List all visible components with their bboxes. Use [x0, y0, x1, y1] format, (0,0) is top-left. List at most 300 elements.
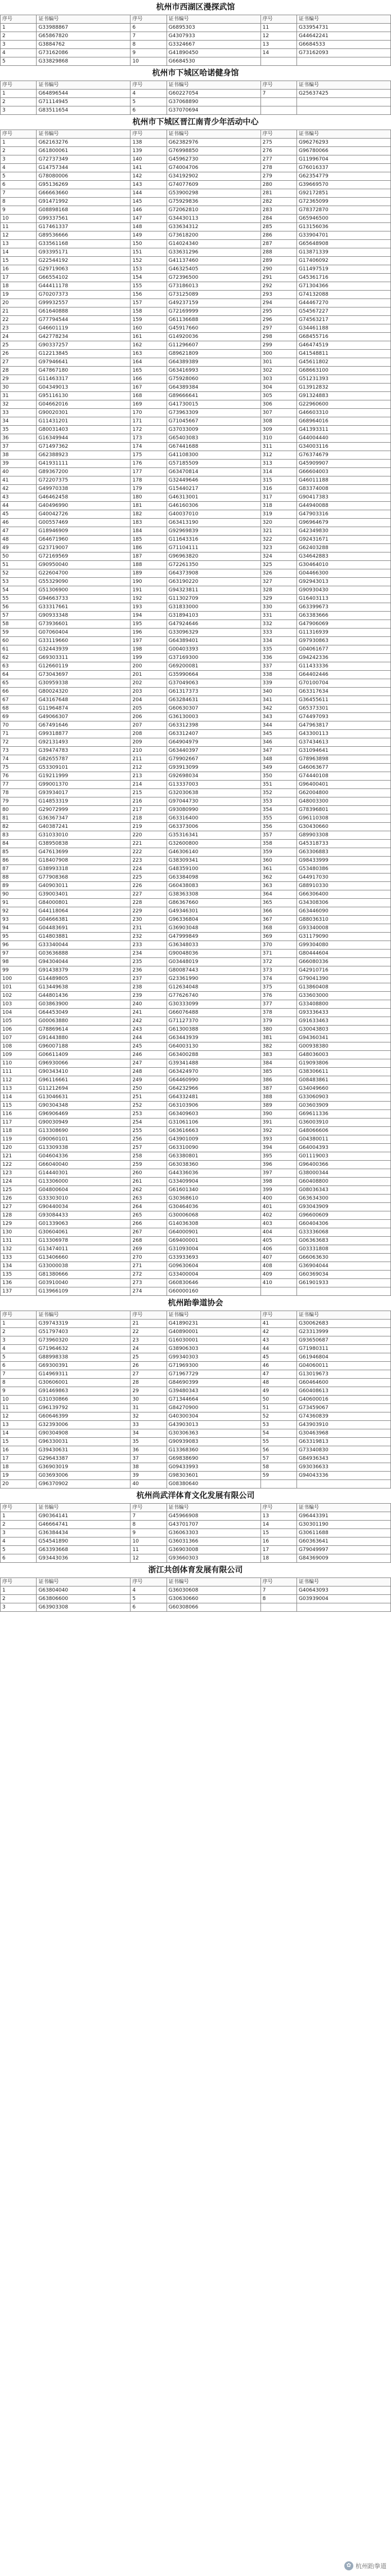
row-number: 42 — [1, 485, 37, 493]
certificate-number: G60630307 — [167, 705, 260, 713]
table-row — [1, 1603, 391, 1612]
row-number: 5 — [1, 172, 37, 181]
row-number: 55 — [1, 595, 37, 603]
row-number: 266 — [131, 1220, 167, 1228]
row-number: 2 — [1, 1595, 37, 1603]
certificate-number: G93084433 — [37, 1211, 131, 1220]
row-number: 154 — [131, 274, 167, 282]
header-no: 序号 — [1, 1504, 37, 1512]
row-number: 6 — [131, 106, 167, 115]
certificate-number: G63310090 — [167, 1144, 260, 1152]
row-number: 368 — [260, 924, 296, 933]
row-number: 325 — [260, 561, 296, 569]
certificate-number: G71344664 — [167, 1396, 260, 1404]
table-row — [1, 1586, 391, 1595]
certificate-number: G64460990 — [167, 1076, 260, 1085]
header-code: 证书编号 — [167, 15, 260, 24]
table-row — [1, 307, 391, 316]
row-number: 221 — [131, 840, 167, 848]
certificate-number: G99932557 — [37, 299, 131, 307]
row-number: 14 — [1, 248, 37, 257]
row-number: 153 — [131, 265, 167, 274]
row-number: 156 — [131, 291, 167, 299]
certificate-number: G74440108 — [296, 772, 390, 781]
row-number: 7 — [131, 1512, 167, 1521]
row-number: 352 — [260, 789, 296, 797]
certificate-number: G78869614 — [37, 1026, 131, 1034]
row-number: 54 — [1, 586, 37, 595]
certificate-number: G31833000 — [167, 603, 260, 612]
row-number: 360 — [260, 857, 296, 865]
row-number: 265 — [131, 1211, 167, 1220]
certificate-number: G99001370 — [37, 781, 131, 789]
row-number: 76 — [1, 772, 37, 781]
row-number: 241 — [131, 1009, 167, 1017]
certificate-number: G60404306 — [296, 1220, 390, 1228]
certificate-number: G49970338 — [37, 485, 131, 493]
table-row — [1, 1211, 391, 1220]
certificate-number: G31030866 — [37, 1396, 131, 1404]
certificate-number: G45611802 — [296, 358, 390, 367]
row-number: 91 — [1, 899, 37, 907]
row-number: 16 — [260, 1537, 296, 1546]
row-number: 255 — [131, 1127, 167, 1135]
row-number: 177 — [131, 468, 167, 476]
table-row — [1, 502, 391, 510]
row-number — [260, 57, 296, 66]
row-number: 388 — [260, 1093, 296, 1102]
row-number: 294 — [260, 299, 296, 307]
row-number: 11 — [1, 1404, 37, 1412]
certificate-number: G41890231 — [167, 1320, 260, 1328]
row-number: 260 — [131, 1169, 167, 1178]
table-row — [1, 1404, 391, 1412]
certificate-number: G30606001 — [37, 1379, 131, 1387]
table-row — [1, 1059, 391, 1068]
row-number: 44 — [1, 502, 37, 510]
certificate-number: G43701707 — [167, 1521, 260, 1529]
certificate-number: G39341488 — [167, 1059, 260, 1068]
row-number: 372 — [260, 958, 296, 966]
row-number: 394 — [260, 1144, 296, 1152]
row-number: 29 — [1, 375, 37, 384]
row-number: 19 — [1, 1472, 37, 1480]
table-header-row — [1, 1311, 391, 1320]
row-number: 46 — [1, 519, 37, 527]
certificate-number: G30368610 — [167, 1195, 260, 1203]
certificate-number: G90930430 — [296, 586, 390, 595]
certificate-number: G32449646 — [167, 476, 260, 485]
certificate-number: G13309338 — [37, 1144, 131, 1152]
certificate-number: G90950040 — [37, 561, 131, 569]
certificate-number: G78963898 — [296, 755, 390, 764]
row-number: 184 — [131, 527, 167, 536]
certificate-number: G4307933 — [167, 32, 260, 41]
certificate-table — [0, 15, 391, 66]
row-number: 280 — [260, 181, 296, 189]
row-number: 7 — [1, 189, 37, 198]
row-number: 1 — [1, 1320, 37, 1328]
row-number: 5 — [1, 1353, 37, 1362]
row-number: 110 — [1, 1059, 37, 1068]
certificate-number: G94242336 — [296, 654, 390, 662]
row-number: 159 — [131, 316, 167, 324]
certificate-number: G64389384 — [167, 384, 260, 392]
row-number: 6 — [131, 24, 167, 32]
row-number: 86 — [1, 857, 37, 865]
row-number: 37 — [131, 1455, 167, 1463]
certificate-number: G03939004 — [296, 1595, 390, 1603]
certificate-number: G91469863 — [37, 1387, 131, 1396]
table-row — [1, 460, 391, 468]
table-row — [1, 1093, 391, 1102]
certificate-number: G13368360 — [167, 1446, 260, 1455]
row-number: 214 — [131, 781, 167, 789]
certificate-number: G39003401 — [37, 890, 131, 899]
row-number: 152 — [131, 257, 167, 265]
row-number: 103 — [1, 1000, 37, 1009]
header-code: 证书编号 — [296, 81, 390, 90]
row-number: 161 — [131, 333, 167, 341]
row-number: 283 — [260, 206, 296, 215]
row-number: 307 — [260, 409, 296, 417]
row-number: 235 — [131, 958, 167, 966]
certificate-number: G00063880 — [37, 1017, 131, 1026]
row-number: 25 — [1, 341, 37, 350]
row-number: 202 — [131, 679, 167, 688]
certificate-number: G96400401 — [296, 781, 390, 789]
certificate-number: G34192902 — [167, 172, 260, 181]
row-number: 25 — [131, 1353, 167, 1362]
certificate-number: G65867820 — [37, 32, 131, 41]
table-row — [1, 1127, 391, 1135]
header-no: 序号 — [1, 81, 37, 90]
row-number: 28 — [131, 1379, 167, 1387]
certificate-number: G83374008 — [296, 485, 390, 493]
row-number: 7 — [260, 1586, 296, 1595]
row-number: 277 — [260, 155, 296, 164]
row-number: 334 — [260, 637, 296, 645]
table-row — [1, 764, 391, 772]
certificate-number: G73125089 — [167, 291, 260, 299]
row-number: 271 — [131, 1262, 167, 1271]
certificate-number: G12660119 — [37, 662, 131, 671]
row-number: 335 — [260, 645, 296, 654]
row-number: 400 — [260, 1195, 296, 1203]
certificate-number: G33408800 — [296, 1000, 390, 1009]
certificate-number: G3884762 — [37, 41, 131, 49]
table-row — [1, 1472, 391, 1480]
certificate-number: G89666641 — [167, 392, 260, 400]
row-number: 69 — [1, 713, 37, 721]
certificate-table — [0, 1311, 391, 1488]
row-number: 18 — [1, 282, 37, 291]
certificate-number: G34003116 — [296, 443, 390, 451]
certificate-number: G51306900 — [37, 586, 131, 595]
row-number: 130 — [1, 1228, 37, 1237]
table-row — [1, 823, 391, 831]
row-number: 1 — [1, 139, 37, 147]
certificate-number: G01119003 — [296, 1152, 390, 1161]
row-number: 210 — [131, 747, 167, 755]
certificate-number: G72207375 — [37, 476, 131, 485]
row-number: 1 — [1, 24, 37, 32]
certificate-number: G04349013 — [37, 384, 131, 392]
certificate-number: G90304348 — [37, 1102, 131, 1110]
certificate-number: G11212694 — [37, 1085, 131, 1093]
row-number: 4 — [1, 164, 37, 172]
certificate-number: G63634300 — [296, 1195, 390, 1203]
table-header-row — [1, 1578, 391, 1586]
row-number: 222 — [131, 848, 167, 857]
row-number: 101 — [1, 983, 37, 992]
header-code: 证书编号 — [296, 1311, 390, 1320]
row-number: 248 — [131, 1068, 167, 1076]
certificate-number — [296, 1287, 390, 1296]
certificate-number: G40903011 — [37, 882, 131, 890]
row-number: 275 — [260, 139, 296, 147]
certificate-number: G06363683 — [296, 1237, 390, 1245]
certificate-number: G78396801 — [296, 806, 390, 814]
certificate-number: G68964016 — [296, 417, 390, 426]
row-number: 11 — [260, 24, 296, 32]
table-row — [1, 882, 391, 890]
certificate-number: G41108300 — [167, 451, 260, 460]
row-number: 324 — [260, 552, 296, 561]
row-number: 157 — [131, 299, 167, 307]
certificate-number: G47867180 — [37, 367, 131, 375]
row-number: 346 — [260, 738, 296, 747]
certificate-number: G60227054 — [167, 90, 260, 98]
row-number: 205 — [131, 705, 167, 713]
row-number: 311 — [260, 443, 296, 451]
row-number: 238 — [131, 983, 167, 992]
certificate-number: G40600016 — [296, 1396, 390, 1404]
certificate-number: G40387241 — [37, 823, 131, 831]
certificate-number: G80031403 — [37, 426, 131, 434]
table-row — [1, 1429, 391, 1438]
row-number: 50 — [260, 1396, 296, 1404]
certificate-number: G30611688 — [296, 1529, 390, 1537]
row-number: 108 — [1, 1042, 37, 1051]
certificate-number: G66306400 — [296, 890, 390, 899]
row-number: 78 — [1, 789, 37, 797]
row-number: 38 — [131, 1463, 167, 1472]
certificate-number: G78372870 — [296, 206, 390, 215]
certificate-number: G76998850 — [167, 147, 260, 155]
certificate-number: G75929836 — [167, 198, 260, 206]
certificate-number: G57185509 — [167, 460, 260, 468]
certificate-number: G43901009 — [167, 1135, 260, 1144]
row-number: 61 — [1, 645, 37, 654]
certificate-number: G63312398 — [167, 721, 260, 730]
table-row — [1, 1042, 391, 1051]
certificate-number: G08036343 — [296, 1186, 390, 1195]
certificate-number: G61601340 — [167, 1186, 260, 1195]
row-number: 98 — [1, 958, 37, 966]
certificate-number: G69200081 — [167, 662, 260, 671]
row-number: 132 — [1, 1245, 37, 1254]
certificate-number: G96906469 — [37, 1110, 131, 1118]
row-number: 15 — [260, 1529, 296, 1537]
watermark — [344, 2560, 386, 2571]
certificate-number — [296, 106, 390, 115]
certificate-number: G76016337 — [296, 164, 390, 172]
table-row — [1, 1271, 391, 1279]
row-number: 16 — [1, 1446, 37, 1455]
certificate-number: G03863900 — [37, 1000, 131, 1009]
row-number: 253 — [131, 1110, 167, 1118]
row-number: 30 — [131, 1396, 167, 1404]
certificate-number: G88998338 — [37, 1353, 131, 1362]
row-number: 323 — [260, 544, 296, 552]
row-number: 2 — [1, 1521, 37, 1529]
row-number: 315 — [260, 476, 296, 485]
row-number: 7 — [260, 90, 296, 98]
certificate-number: G71104111 — [167, 544, 260, 552]
certificate-number: G99318877 — [37, 730, 131, 738]
certificate-number: G23361990 — [167, 975, 260, 983]
row-number: 14 — [260, 1521, 296, 1529]
row-number: 354 — [260, 806, 296, 814]
row-number: 49 — [1, 544, 37, 552]
certificate-table — [0, 1577, 391, 1612]
row-number: 155 — [131, 282, 167, 291]
row-number: 200 — [131, 662, 167, 671]
table-row — [1, 248, 391, 257]
row-number: 67 — [1, 696, 37, 705]
certificate-number: G91438379 — [37, 966, 131, 975]
certificate-number: G46011188 — [296, 476, 390, 485]
row-number: 401 — [260, 1203, 296, 1211]
row-number: 170 — [131, 409, 167, 417]
certificate-number: G96007188 — [37, 1042, 131, 1051]
row-number: 326 — [260, 569, 296, 578]
row-number: 268 — [131, 1237, 167, 1245]
row-number: 65 — [1, 679, 37, 688]
row-number: 362 — [260, 873, 296, 882]
table-row — [1, 147, 391, 155]
certificate-number: G34308306 — [296, 899, 390, 907]
certificate-number: G38993318 — [37, 865, 131, 873]
row-number: 379 — [260, 1017, 296, 1026]
table-row — [1, 831, 391, 840]
certificate-number — [296, 1603, 390, 1612]
row-number: 355 — [260, 814, 296, 823]
row-number: 129 — [1, 1220, 37, 1228]
table-row — [1, 367, 391, 375]
table-row — [1, 1455, 391, 1463]
certificate-number: G76374679 — [296, 451, 390, 460]
certificate-number: G72169999 — [167, 307, 260, 316]
table-row — [1, 645, 391, 654]
row-number: 363 — [260, 882, 296, 890]
certificate-number: G23719007 — [37, 544, 131, 552]
certificate-number: G74360839 — [296, 1412, 390, 1421]
certificate-number: G91324883 — [296, 392, 390, 400]
table-header-row — [1, 81, 391, 90]
row-number: 43 — [260, 1336, 296, 1345]
certificate-number: G63384098 — [167, 873, 260, 882]
table-row — [1, 476, 391, 485]
row-number: 353 — [260, 797, 296, 806]
row-number: 38 — [1, 451, 37, 460]
certificate-number: G30464036 — [167, 1203, 260, 1211]
row-number: 385 — [260, 1068, 296, 1076]
certificate-number — [296, 1480, 390, 1488]
certificate-number: G49066307 — [37, 713, 131, 721]
certificate-number: G63903308 — [37, 1603, 131, 1612]
certificate-number: G90337257 — [37, 341, 131, 350]
certificate-number: G11643316 — [167, 536, 260, 544]
certificate-number: G93934017 — [37, 789, 131, 797]
row-number: 121 — [1, 1152, 37, 1161]
header-code: 证书编号 — [37, 130, 131, 139]
certificate-number: G33634312 — [167, 223, 260, 231]
table-row — [1, 975, 391, 983]
certificate-number: G63038360 — [167, 1161, 260, 1169]
row-number: 247 — [131, 1059, 167, 1068]
certificate-number: G33336068 — [296, 1228, 390, 1237]
row-number: 348 — [260, 755, 296, 764]
table-row — [1, 983, 391, 992]
row-number: 3 — [1, 106, 37, 115]
certificate-number: G66663660 — [37, 189, 131, 198]
row-number: 183 — [131, 519, 167, 527]
row-number: 11 — [1, 223, 37, 231]
certificate-number: G36130003 — [167, 713, 260, 721]
row-number: 6 — [1, 1362, 37, 1370]
certificate-number: G61136688 — [167, 316, 260, 324]
table-row — [1, 629, 391, 637]
row-number: 12 — [131, 1554, 167, 1563]
certificate-number: G64332481 — [167, 1093, 260, 1102]
row-number: 229 — [131, 907, 167, 916]
row-number: 215 — [131, 789, 167, 797]
certificate-number: G65373301 — [296, 705, 390, 713]
table-row — [1, 231, 391, 240]
certificate-number: G48359100 — [167, 865, 260, 873]
table-row — [1, 1480, 391, 1488]
certificate-table — [0, 1503, 391, 1563]
table-row — [1, 400, 391, 409]
certificate-number: G31061106 — [167, 1118, 260, 1127]
row-number: 336 — [260, 654, 296, 662]
certificate-number: G14024340 — [167, 240, 260, 248]
certificate-number: G11302709 — [167, 595, 260, 603]
certificate-number: G84369009 — [296, 1554, 390, 1563]
certificate-number: G93443036 — [37, 1554, 131, 1563]
certificate-number: G91633463 — [296, 1017, 390, 1026]
certificate-number: G73340830 — [296, 1446, 390, 1455]
header-no: 序号 — [1, 15, 37, 24]
table-row — [1, 1118, 391, 1127]
table-row — [1, 223, 391, 231]
row-number: 220 — [131, 831, 167, 840]
certificate-number: G17406092 — [296, 257, 390, 265]
row-number: 377 — [260, 1000, 296, 1009]
certificate-number: G40042726 — [37, 510, 131, 519]
row-number: 71 — [1, 730, 37, 738]
certificate-number: G96370902 — [37, 1480, 131, 1488]
certificate-number: G46601119 — [37, 324, 131, 333]
certificate-number: G60000160 — [167, 1287, 260, 1296]
row-number: 193 — [131, 603, 167, 612]
row-number: 281 — [260, 189, 296, 198]
certificate-number: G01339063 — [37, 1220, 131, 1228]
table-row — [1, 544, 391, 552]
row-number: 90 — [1, 890, 37, 899]
